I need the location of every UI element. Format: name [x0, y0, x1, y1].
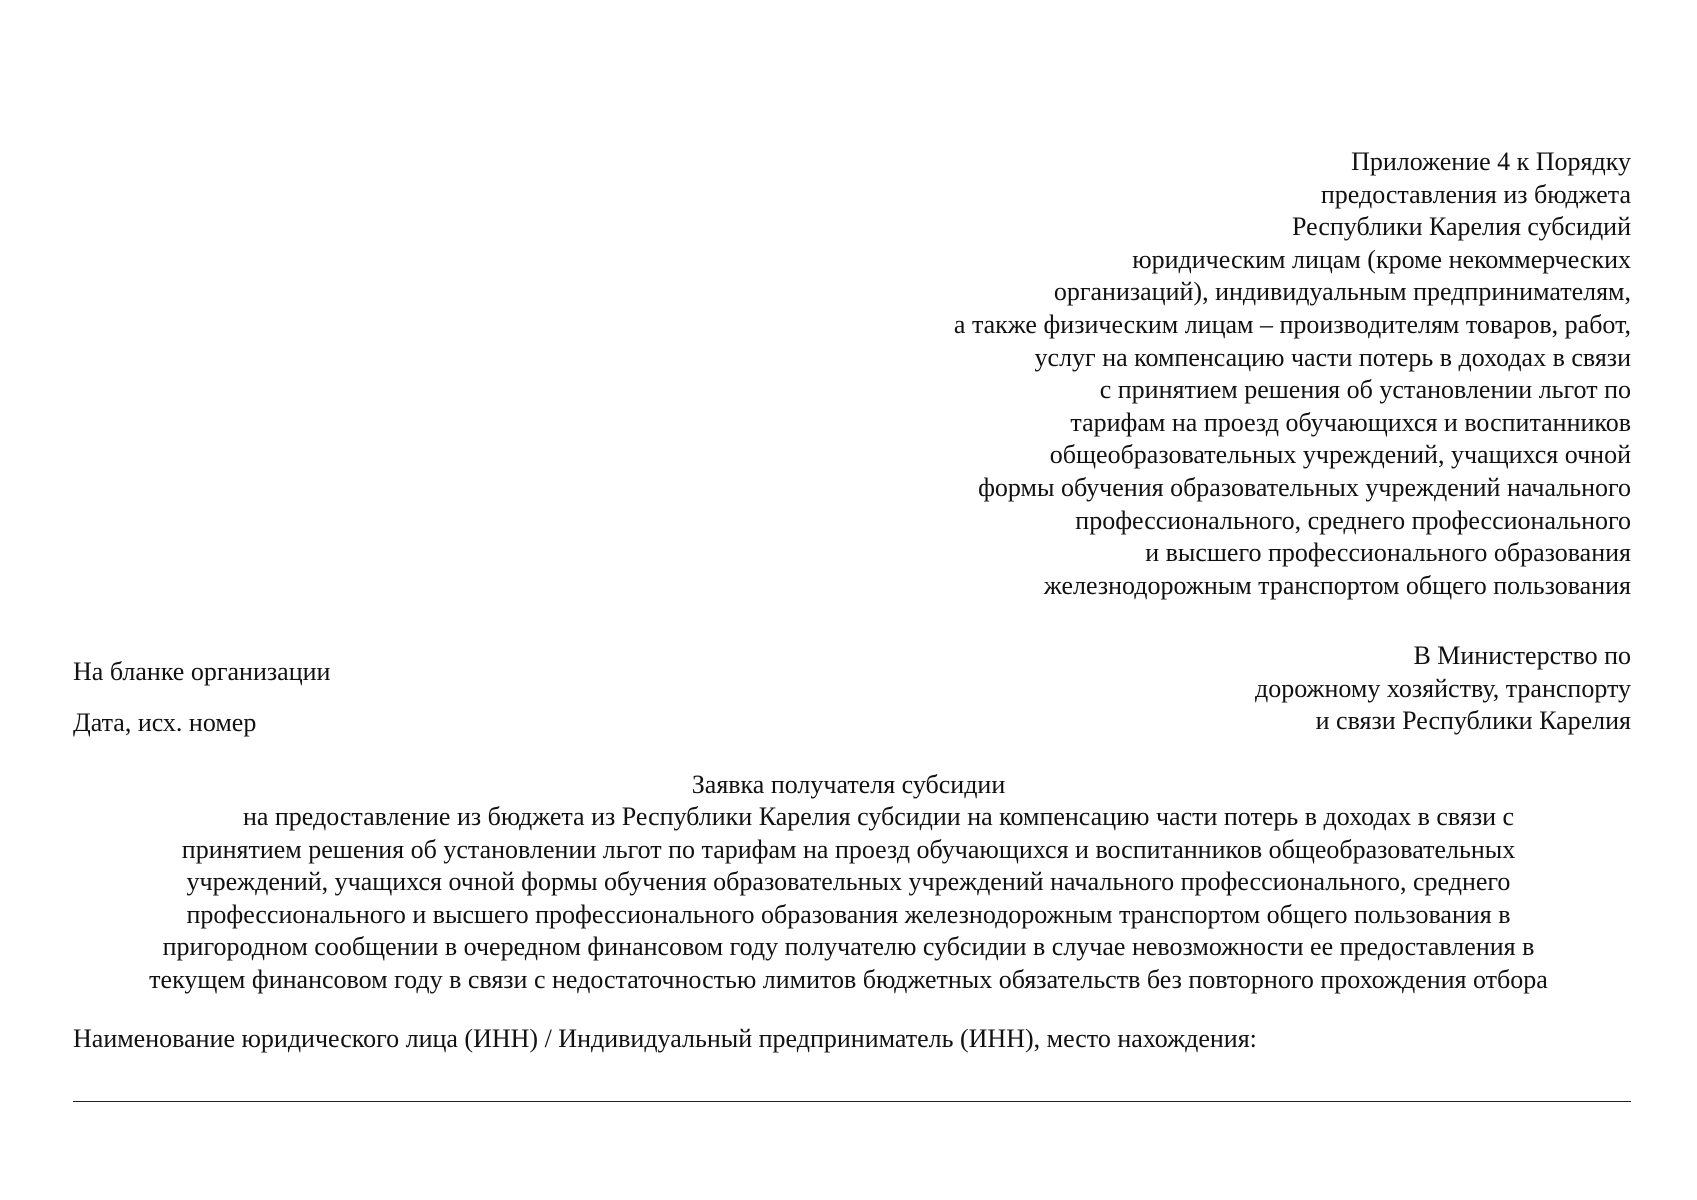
appendix-line: профессионального, среднего профессионального	[1075, 505, 1631, 535]
appendix-line: тарифам на проезд обучающихся и воспитанников	[1070, 407, 1631, 437]
appendix-line: железнодорожным транспортом общего пользования	[1043, 570, 1631, 600]
appendix-line: Республики Карелия субсидий	[1292, 212, 1631, 242]
appendix-header	[631, 146, 1631, 602]
request-description	[66, 801, 1631, 996]
applicant-name-fill-line[interactable]	[73, 1101, 1631, 1102]
addressee-block	[931, 640, 1631, 738]
letterhead-note: На бланке организации	[73, 657, 331, 686]
appendix-line: а также физическим лицам – производителям товаров, работ,	[953, 309, 1631, 339]
addressee-line: дорожному хозяйству, транспорту	[1254, 673, 1631, 703]
appendix-line: с принятием решения об установлении льгот по	[1099, 375, 1631, 405]
appendix-line: и высшего профессионального образования	[1145, 538, 1631, 568]
applicant-name-label: Наименование юридического лица (ИНН) / Индивидуальный предприниматель (ИНН), место нахождения:	[73, 1024, 1257, 1053]
appendix-line: формы обучения образовательных учреждений начального	[978, 472, 1631, 502]
addressee-line: и связи Республики Карелия	[1315, 706, 1631, 736]
request-line: на предоставление из бюджета из Республики Карелия субсидии на компенсацию части потерь в доходах в связи с	[242, 802, 1515, 831]
request-line: пригородном сообщении в очередном финансовом году получателю субсидии в случае невозможности ее предоставления в	[162, 932, 1535, 961]
appendix-line: организаций), индивидуальным предпринимателям,	[1053, 277, 1631, 307]
request-line: учреждений, учащихся очной формы обучения образовательных учреждений начального профессионального, среднего	[186, 867, 1511, 896]
request-line: принятием решения об установлении льгот по тарифам на проезд обучающихся и воспитанников общеобразовательных	[181, 834, 1516, 864]
appendix-line: услуг на компенсацию части потерь в доходах в связи	[1034, 342, 1631, 372]
document-title: Заявка получателя субсидии	[691, 770, 1006, 799]
request-line: текущем финансовом году в связи с недостаточностью лимитов бюджетных обязательств без повторного прохождения отбора	[149, 964, 1548, 994]
appendix-line: Приложение 4 к Порядку	[1351, 147, 1631, 176]
request-line: профессионального и высшего профессионального образования железнодорожным транспортом общего пользования в	[186, 899, 1511, 929]
date-number-note: Дата, исх. номер	[73, 708, 257, 737]
addressee-line: В Министерство по	[1413, 641, 1631, 670]
appendix-line: предоставления из бюджета	[1320, 179, 1631, 209]
appendix-line: общеобразовательных учреждений, учащихся очной	[1049, 440, 1631, 470]
appendix-line: юридическим лицам (кроме некоммерческих	[1132, 244, 1631, 274]
